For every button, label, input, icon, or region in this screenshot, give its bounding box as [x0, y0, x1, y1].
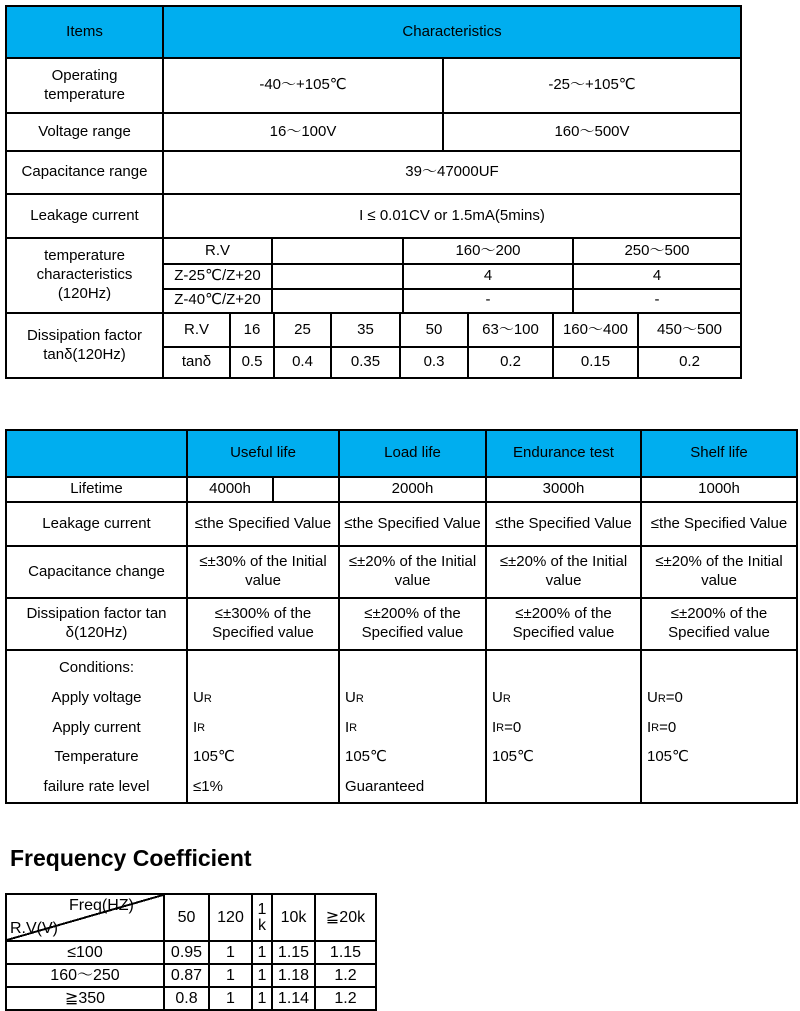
dissipation-cell: 0.2	[637, 348, 740, 377]
life-dissipation-cell: ≤±200% of the Specified value	[338, 599, 485, 649]
life-leakage-label: Leakage current	[42, 514, 151, 532]
freq-header-120: 120	[208, 895, 251, 940]
leakage-current-value: I ≤ 0.01CV or 1.5mA(5mins)	[162, 195, 740, 237]
dissipation-cell: R.V	[183, 320, 209, 338]
voltage-range-high: 160～500V	[442, 114, 740, 150]
freq-value: 1	[251, 942, 271, 963]
temp-char-cell: R.V	[204, 241, 230, 259]
freq-value: 1.15	[271, 942, 314, 963]
row-voltage-range	[7, 112, 740, 150]
dissipation-cell: 160～400	[552, 314, 637, 346]
life-leakage-cell: ≤the Specified Value	[640, 503, 796, 545]
temp-char-cell: 250～500	[572, 239, 740, 263]
voltage-range-low: 16～100V	[162, 114, 442, 150]
temp-char-row-z25	[164, 263, 740, 287]
temperature-characteristics-label: temperature characteristics (120Hz)	[36, 247, 133, 302]
row-capacitance-range	[7, 150, 740, 193]
temp-char-row-z40	[164, 288, 740, 312]
useful-life-header: Useful life	[186, 431, 338, 476]
capacitance-change-cell: ≤±30% of the Initial value	[186, 547, 338, 597]
freq-row-160-250	[7, 963, 375, 986]
dissipation-cell: 0.4	[273, 348, 330, 377]
dissipation-cell: tanδ	[181, 353, 212, 371]
freq-value: 1.2	[314, 988, 375, 1009]
temp-char-cell: Z-40℃/Z+20	[174, 291, 261, 309]
capacitance-range-label: Capacitance range	[21, 163, 148, 181]
life-dissipation-cell: ≤±300% of the Specified value	[186, 599, 338, 649]
conditions-load: U R I R 105℃ Guaranteed	[338, 651, 485, 802]
dissipation-factor-label: Dissipation factor tanδ(120Hz)	[26, 326, 143, 363]
frequency-corner-cell	[7, 895, 163, 940]
lifetime-load: 2000h	[338, 478, 485, 501]
row-capacitance-change	[7, 545, 796, 597]
row-dissipation-factor	[7, 312, 740, 377]
temp-char-cell	[271, 290, 402, 312]
freq-value: 1.14	[271, 988, 314, 1009]
lifetime-useful: 4000h	[209, 480, 251, 498]
conditions-useful: U R I R 105℃ ≤1%	[186, 651, 338, 802]
dissipation-cell: 0.2	[467, 348, 552, 377]
dissipation-cell: 50	[399, 314, 467, 346]
temp-char-cell	[271, 239, 402, 263]
freq-value: 1	[208, 988, 251, 1009]
freq-value: 0.8	[163, 988, 208, 1009]
temp-char-row-rv	[164, 239, 740, 263]
temp-char-cell: 160～200	[402, 239, 572, 263]
temperature-characteristics-grid	[162, 239, 740, 312]
freq-row-label: 160～250	[50, 966, 120, 984]
capacitance-change-label: Capacitance change	[28, 562, 165, 580]
endurance-test-header: Endurance test	[485, 431, 640, 476]
freq-value: 1	[208, 942, 251, 963]
freq-header-20k: ≧20k	[314, 895, 375, 940]
lifetime-label: Lifetime	[70, 480, 123, 498]
freq-header-1k: 1k	[251, 895, 271, 940]
temp-char-cell: Z-25℃/Z+20	[174, 267, 261, 285]
dissipation-cell: 16	[229, 314, 273, 346]
operating-temperature-high: -25～+105℃	[442, 59, 740, 112]
conditions-endurance: U R I R =0 105℃	[485, 651, 640, 802]
rv-axis-label: R.V(V)	[10, 920, 58, 937]
lifetime-useful-split	[186, 478, 338, 501]
operating-temperature-low: -40～+105℃	[162, 59, 442, 112]
characteristics-header: Characteristics	[162, 7, 740, 57]
freq-value: 1.2	[314, 965, 375, 986]
temp-char-cell	[271, 265, 402, 287]
freq-value: 1	[251, 965, 271, 986]
freq-value: 0.95	[163, 942, 208, 963]
row-conditions	[7, 649, 796, 802]
frequency-header-row	[7, 895, 375, 940]
freq-value: 1.15	[314, 942, 375, 963]
life-table	[5, 429, 798, 804]
freq-value: 1.18	[271, 965, 314, 986]
dissipation-cell: 63～100	[467, 314, 552, 346]
row-operating-temperature	[7, 57, 740, 112]
frequency-coefficient-title: Frequency Coefficient	[10, 845, 252, 871]
row-leakage-current	[7, 193, 740, 237]
items-header: Items	[7, 7, 162, 57]
dissipation-cell: 0.3	[399, 348, 467, 377]
freq-header-10k: 10k	[271, 895, 314, 940]
dissipation-cell: 0.15	[552, 348, 637, 377]
freq-value: 0.87	[163, 965, 208, 986]
freq-row-350	[7, 986, 375, 1009]
capacitance-change-cell: ≤±20% of the Initial value	[338, 547, 485, 597]
capacitance-range-value: 39～47000UF	[162, 152, 740, 193]
dissipation-cell: 25	[273, 314, 330, 346]
conditions-labels: Conditions: Apply voltage Apply current Temperature failure rate level	[43, 659, 150, 795]
life-dissipation-cell: ≤±200% of the Specified value	[640, 599, 796, 649]
freq-axis-label: Freq(HZ)	[69, 897, 134, 914]
dissipation-row-rv	[164, 314, 740, 346]
capacitance-change-cell: ≤±20% of the Initial value	[485, 547, 640, 597]
freq-header-50: 50	[163, 895, 208, 940]
dissipation-cell: 0.5	[229, 348, 273, 377]
temp-char-cell: -	[402, 290, 572, 312]
row-life-dissipation-factor	[7, 597, 796, 649]
life-dissipation-cell: ≤±200% of the Specified value	[485, 599, 640, 649]
life-leakage-cell: ≤the Specified Value	[485, 503, 640, 545]
life-header-empty	[7, 431, 186, 476]
freq-row-label: ≧350	[64, 989, 106, 1007]
dissipation-cell: 0.35	[330, 348, 399, 377]
dissipation-factor-grid	[162, 314, 740, 377]
row-temperature-characteristics	[7, 237, 740, 312]
row-lifetime	[7, 476, 796, 501]
life-leakage-cell: ≤the Specified Value	[338, 503, 485, 545]
operating-temperature-label: Operating temperature	[44, 66, 125, 103]
frequency-table	[5, 893, 377, 1011]
dissipation-cell: 35	[330, 314, 399, 346]
life-dissipation-label: Dissipation factor tan δ(120Hz)	[26, 605, 167, 641]
load-life-header: Load life	[338, 431, 485, 476]
leakage-current-label: Leakage current	[30, 206, 139, 224]
freq-row-label: ≤100	[67, 943, 103, 961]
life-leakage-cell: ≤the Specified Value	[186, 503, 338, 545]
voltage-range-label: Voltage range	[38, 122, 131, 140]
freq-row-100	[7, 940, 375, 963]
temp-char-cell: -	[572, 290, 740, 312]
life-header-row	[7, 431, 796, 476]
dissipation-row-tan	[164, 346, 740, 377]
row-life-leakage-current	[7, 501, 796, 545]
spec-header-row	[7, 7, 740, 57]
spec-table	[5, 5, 742, 379]
lifetime-shelf: 1000h	[640, 478, 796, 501]
freq-value: 1	[208, 965, 251, 986]
freq-value: 1	[251, 988, 271, 1009]
lifetime-useful-extra	[272, 478, 338, 501]
temp-char-cell: 4	[402, 265, 572, 287]
conditions-shelf: U R =0 I R =0 105℃	[640, 651, 796, 802]
lifetime-endurance: 3000h	[485, 478, 640, 501]
temp-char-cell: 4	[572, 265, 740, 287]
dissipation-cell: 450～500	[637, 314, 740, 346]
capacitance-change-cell: ≤±20% of the Initial value	[640, 547, 796, 597]
shelf-life-header: Shelf life	[640, 431, 796, 476]
